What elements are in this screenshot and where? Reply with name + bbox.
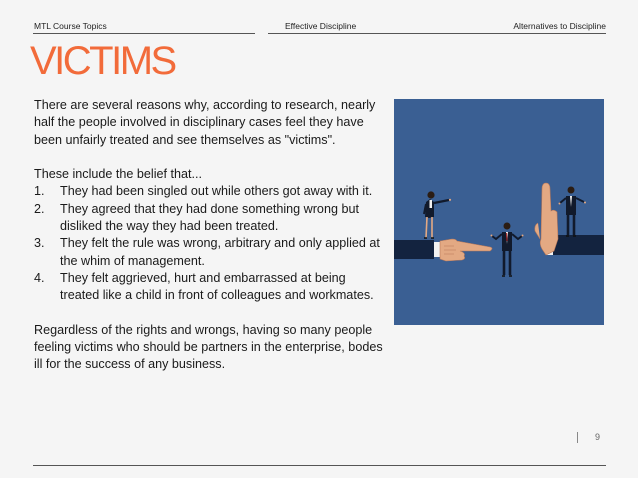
left-cuff	[434, 242, 440, 257]
list-item-number: 4.	[34, 270, 45, 285]
header-section-title: Effective Discipline	[285, 21, 357, 31]
blame-illustration	[394, 99, 604, 325]
list-item-text: They felt the rule was wrong, arbitrary and only applied at the whim of management.	[60, 236, 380, 268]
header-course-topics: MTL Course Topics	[34, 21, 107, 31]
list-item	[34, 201, 386, 236]
conclusion-paragraph: Regardless of the rights and wrongs, having so many people feeling victims who should be partners in the enterprise, bodes ill for the success of any business.	[34, 322, 383, 372]
page-number-divider	[577, 432, 578, 443]
right-sleeve	[552, 235, 604, 255]
list-item	[34, 270, 386, 305]
header-subsection-title: Alternatives to Discipline	[513, 21, 606, 31]
body-text	[34, 97, 386, 374]
footer-divider	[33, 465, 606, 466]
list-item-text: They felt aggrieved, hurt and embarrassed at being treated like a child in front of colleagues and workmates.	[60, 270, 374, 303]
list-item	[34, 235, 386, 270]
list-item-number: 1.	[34, 184, 45, 199]
list-item-number: 3.	[34, 236, 45, 251]
list-item-text: They had been singled out while others got away with it.	[60, 184, 373, 199]
intro-paragraph: There are several reasons why, according to research, nearly half the people involved in disciplinary cases feel they have been unfairly treated and see themselves as "victims".	[34, 98, 376, 147]
header-divider-right	[268, 33, 606, 34]
page-title: VICTIMS	[30, 39, 175, 83]
list-item-number: 2.	[34, 201, 45, 216]
reasons-list	[34, 183, 386, 304]
page-number: 9	[595, 432, 601, 442]
left-sleeve	[394, 240, 434, 259]
list-item	[34, 183, 386, 200]
list-item-text: They agreed that they had done something wrong but disliked the way they had been treated.	[60, 201, 359, 234]
header-divider-left	[33, 33, 255, 34]
list-lead: These include the belief that...	[34, 167, 203, 182]
